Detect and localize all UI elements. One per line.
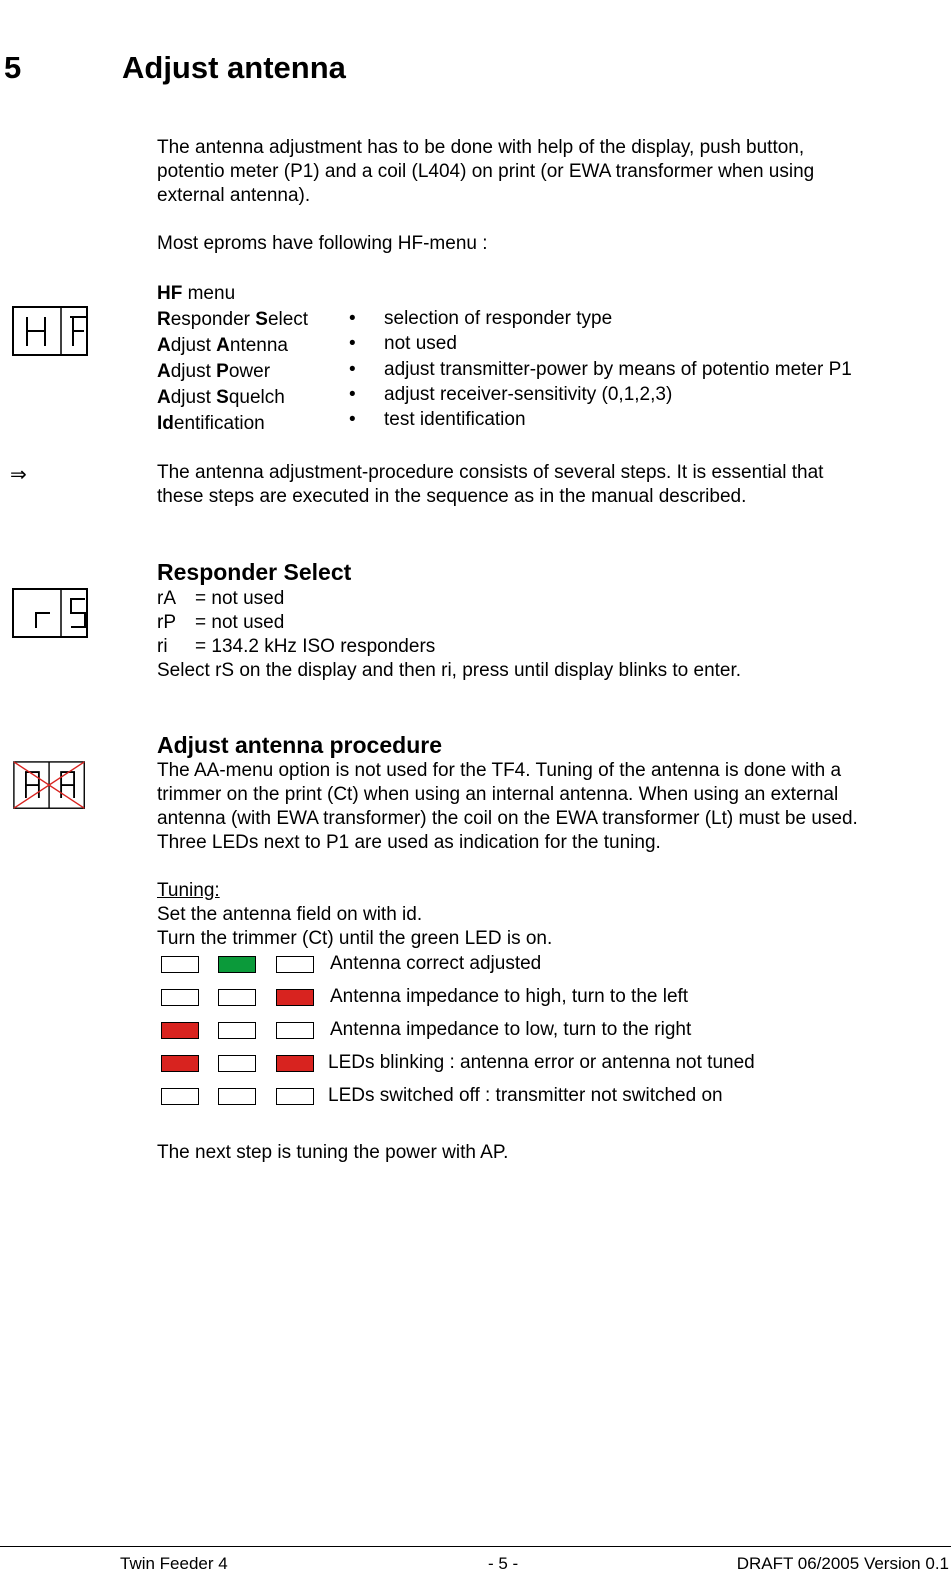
responder-instruction: Select rS on the display and then ri, press until display blinks to enter. bbox=[157, 660, 742, 681]
led-off bbox=[161, 956, 199, 973]
led-off bbox=[218, 1022, 256, 1039]
aa-line-3: antenna (with EWA transformer) the coil on the EWA transformer (Lt) must be used. bbox=[157, 808, 858, 829]
hf-display-icon bbox=[12, 306, 88, 356]
led-off bbox=[276, 1022, 314, 1039]
hf-menu-item-identification: Identification bbox=[157, 413, 265, 434]
led-off bbox=[161, 989, 199, 1006]
hf-menu-title: HF menu bbox=[157, 283, 236, 304]
responder-row: ri = 134.2 kHz ISO responders bbox=[157, 636, 436, 657]
led-row-description: LEDs blinking : antenna error or antenna not tuned bbox=[328, 1052, 755, 1073]
arrow-icon: ⇒ bbox=[10, 464, 27, 486]
intro-line-3: external antenna). bbox=[157, 185, 311, 206]
led-off bbox=[218, 989, 256, 1006]
led-row-description: Antenna impedance to low, turn to the right bbox=[330, 1019, 692, 1040]
aa-line-1: The AA-menu option is not used for the TF4. Tuning of the antenna is done with a bbox=[157, 760, 842, 781]
intro-line-1: The antenna adjustment has to be done with help of the display, push button, bbox=[157, 137, 805, 158]
tuning-line-2: Turn the trimmer (Ct) until the green LED is on. bbox=[157, 928, 553, 949]
led-off bbox=[218, 1055, 256, 1072]
section-title: Adjust antenna bbox=[122, 50, 346, 85]
aa-display-crossed-icon bbox=[12, 761, 88, 811]
note-line-1: The antenna adjustment-procedure consists of several steps. It is essential that bbox=[157, 462, 824, 483]
responder-select-title: Responder Select bbox=[157, 559, 352, 585]
intro-line-2: potentio meter (P1) and a coil (L404) on print (or EWA transformer when using bbox=[157, 161, 815, 182]
led-row-description: LEDs switched off : transmitter not switched on bbox=[328, 1085, 723, 1106]
footer-left: Twin Feeder 4 bbox=[120, 1554, 228, 1573]
page-footer bbox=[0, 1546, 951, 1573]
adjust-antenna-title: Adjust antenna procedure bbox=[157, 732, 442, 758]
responder-row: rP = not used bbox=[157, 612, 285, 633]
footer-page-number: - 5 - bbox=[488, 1554, 519, 1573]
hf-menu-desc: • selection of responder type bbox=[349, 308, 613, 329]
led-green bbox=[218, 956, 256, 973]
note-line-2: these steps are executed in the sequence as in the manual described. bbox=[157, 486, 747, 507]
hf-menu-item-adjust-power: Adjust Power bbox=[157, 361, 271, 382]
next-step-line: The next step is tuning the power with AP. bbox=[157, 1142, 509, 1163]
hf-intro-line: Most eproms have following HF-menu : bbox=[157, 233, 488, 254]
led-red bbox=[276, 1055, 314, 1072]
aa-line-4: Three LEDs next to P1 are used as indication for the tuning. bbox=[157, 832, 661, 853]
tuning-line-1: Set the antenna field on with id. bbox=[157, 904, 423, 925]
hf-menu-item-responder-select: Responder Select bbox=[157, 309, 309, 330]
led-red bbox=[161, 1022, 199, 1039]
led-row-description: Antenna impedance to high, turn to the left bbox=[330, 986, 689, 1007]
led-row-description: Antenna correct adjusted bbox=[330, 953, 542, 974]
responder-row: rA = not used bbox=[157, 588, 285, 609]
hf-menu-desc: • test identification bbox=[349, 409, 526, 430]
hf-menu-item-adjust-antenna: Adjust Antenna bbox=[157, 335, 289, 356]
led-red bbox=[276, 989, 314, 1006]
section-number: 5 bbox=[4, 50, 22, 85]
led-off bbox=[276, 1088, 314, 1105]
hf-menu-desc: • adjust receiver-sensitivity (0,1,2,3) bbox=[349, 384, 673, 405]
hf-menu-item-adjust-squelch: Adjust Squelch bbox=[157, 387, 285, 408]
rs-display-icon bbox=[12, 588, 88, 638]
aa-line-2: trimmer on the print (Ct) when using an internal antenna. When using an external bbox=[157, 784, 839, 805]
led-off bbox=[218, 1088, 256, 1105]
tuning-title: Tuning: bbox=[157, 880, 220, 901]
hf-menu-desc: • adjust transmitter-power by means of potentio meter P1 bbox=[349, 359, 852, 380]
hf-menu-desc: • not used bbox=[349, 333, 457, 354]
led-off bbox=[276, 956, 314, 973]
footer-right: DRAFT 06/2005 Version 0.1 bbox=[736, 1554, 949, 1573]
led-off bbox=[161, 1088, 199, 1105]
led-red bbox=[161, 1055, 199, 1072]
